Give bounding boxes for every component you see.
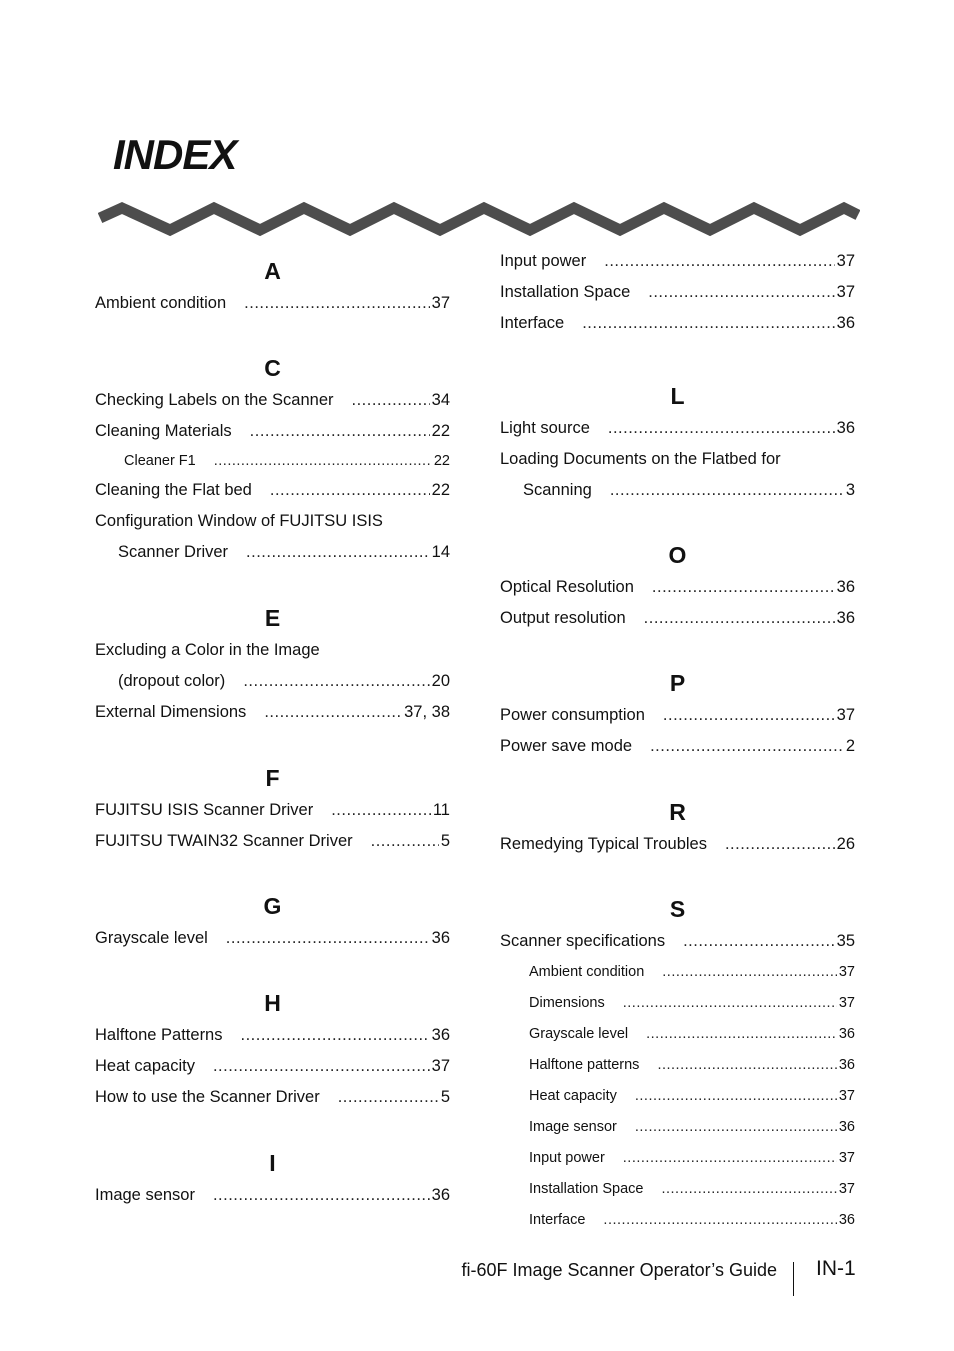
entry-term: Ambient condition <box>95 294 227 312</box>
entry-term: Interface <box>500 314 565 332</box>
entry-term: Ambient condition <box>529 964 645 980</box>
dot-leader <box>661 1174 836 1205</box>
entry-term: Scanning <box>523 481 592 499</box>
entry-term: Cleaner F1 <box>124 453 196 469</box>
entry-term: Image sensor <box>529 1119 617 1135</box>
dot-leader <box>604 246 834 277</box>
section-letter: O <box>668 542 687 568</box>
entry-term: Loading Documents on the Flatbed for <box>500 450 781 468</box>
dot-leader <box>582 308 834 339</box>
dot-leader <box>213 1180 430 1211</box>
dot-leader <box>663 700 835 731</box>
entry-page-number: 37 <box>836 252 855 270</box>
index-section <box>95 889 450 954</box>
entry-term: Remedying Typical Troubles <box>500 835 707 853</box>
entry-page-number: 36 <box>431 929 450 947</box>
section-letter: S <box>669 896 686 922</box>
dot-leader <box>652 572 835 603</box>
dot-leader <box>662 957 837 988</box>
entry-page-number: 37, 38 <box>404 703 450 721</box>
entry-term: FUJITSU TWAIN32 Scanner Driver <box>95 832 353 850</box>
section-letter: F <box>265 765 280 791</box>
entry-page-number: 37 <box>838 964 855 980</box>
index-entry <box>500 926 855 957</box>
section-letter: C <box>264 355 281 381</box>
dot-leader <box>650 731 844 762</box>
entry-term: Input power <box>500 252 587 270</box>
dot-leader <box>608 413 835 444</box>
index-entry <box>500 603 855 634</box>
index-entry <box>500 957 855 988</box>
index-entry <box>500 1174 855 1205</box>
entry-term: Interface <box>529 1212 586 1228</box>
entry-term: Heat capacity <box>95 1057 195 1075</box>
dot-leader <box>623 1143 837 1174</box>
index-entry <box>500 572 855 603</box>
entry-term: Output resolution <box>500 609 626 627</box>
entry-page-number: 26 <box>836 835 855 853</box>
index-entry <box>500 829 855 860</box>
index-entry <box>95 697 450 728</box>
entry-page-number: 37 <box>838 1088 855 1104</box>
index-section <box>95 601 450 728</box>
index-entry <box>95 923 450 954</box>
entry-page-number: 36 <box>838 1057 855 1073</box>
footer-divider <box>793 1262 794 1296</box>
entry-page-number: 36 <box>836 578 855 596</box>
dot-leader <box>725 829 835 860</box>
entry-term: Grayscale level <box>95 929 208 947</box>
section-letter: H <box>264 990 281 1016</box>
entry-page-number: 3 <box>845 481 855 499</box>
entry-page-number: 34 <box>431 391 450 409</box>
index-section <box>95 254 450 319</box>
section-letter: A <box>264 258 281 284</box>
entry-term: Scanner Driver <box>118 543 229 561</box>
section-letter: E <box>264 605 281 631</box>
entry-term: Power save mode <box>500 737 633 755</box>
index-section <box>95 986 450 1113</box>
index-section <box>500 795 855 860</box>
index-section <box>95 761 450 857</box>
index-entry <box>95 1082 450 1113</box>
entry-term: Grayscale level <box>529 1026 629 1042</box>
index-section <box>500 379 855 506</box>
entry-page-number: 37 <box>838 1150 855 1166</box>
entry-page-number: 36 <box>838 1119 855 1135</box>
dot-leader <box>635 1081 837 1112</box>
index-entry <box>500 1019 855 1050</box>
entry-page-number: 14 <box>431 543 450 561</box>
entry-term: Excluding a Color in the Image <box>95 641 320 659</box>
dot-leader <box>226 923 430 954</box>
index-entry <box>500 413 855 444</box>
entry-term: Image sensor <box>95 1186 195 1204</box>
dot-leader <box>270 475 430 506</box>
entry-page-number: 37 <box>838 1181 855 1197</box>
entry-term: Installation Space <box>500 283 631 301</box>
index-entry <box>500 988 855 1019</box>
dot-leader <box>635 1112 837 1143</box>
dot-leader <box>250 416 430 447</box>
index-entry <box>95 635 450 666</box>
zigzag-divider <box>98 198 860 240</box>
dot-leader <box>623 988 837 1019</box>
index-entry <box>95 447 450 475</box>
entry-page-number: 36 <box>836 419 855 437</box>
entry-term: Dimensions <box>529 995 605 1011</box>
index-entry <box>500 308 855 339</box>
index-entry <box>95 288 450 319</box>
index-entry <box>95 475 450 506</box>
index-section <box>500 246 855 339</box>
section-letter: P <box>669 670 686 696</box>
dot-leader <box>352 385 430 416</box>
entry-term: Cleaning the Flat bed <box>95 481 252 499</box>
section-letter: I <box>269 1150 276 1176</box>
entry-term: Cleaning Materials <box>95 422 232 440</box>
entry-page-number: 37 <box>431 294 450 312</box>
entry-page-number: 2 <box>845 737 855 755</box>
entry-page-number: 37 <box>838 995 855 1011</box>
index-section <box>500 892 855 1236</box>
index-section <box>95 351 450 568</box>
entry-page-number: 37 <box>431 1057 450 1075</box>
dot-leader <box>244 288 429 319</box>
index-entry <box>95 666 450 697</box>
dot-leader <box>338 1082 439 1113</box>
index-entry <box>500 475 855 506</box>
index-entry <box>95 1051 450 1082</box>
entry-page-number: 36 <box>836 609 855 627</box>
dot-leader <box>603 1205 836 1236</box>
entry-term: Heat capacity <box>529 1088 617 1104</box>
dot-leader <box>331 795 431 826</box>
page-title: INDEX <box>113 131 237 178</box>
index-section <box>500 666 855 762</box>
dot-leader <box>644 603 835 634</box>
entry-page-number: 11 <box>432 801 450 819</box>
index-entry <box>95 506 450 537</box>
page-number: IN-1 <box>816 1257 856 1280</box>
dot-leader <box>246 537 430 568</box>
index-entry <box>500 1143 855 1174</box>
entry-page-number: 37 <box>836 706 855 724</box>
section-letter: R <box>669 799 686 825</box>
entry-page-number: 36 <box>838 1026 855 1042</box>
dot-leader <box>371 826 439 857</box>
dot-leader <box>646 1019 837 1050</box>
dot-leader <box>243 666 429 697</box>
index-entry <box>95 537 450 568</box>
entry-page-number: 20 <box>431 672 450 690</box>
dot-leader <box>683 926 835 957</box>
entry-term: Halftone Patterns <box>95 1026 223 1044</box>
dot-leader <box>264 697 402 728</box>
index-entry <box>95 795 450 826</box>
section-letter: G <box>263 893 282 919</box>
entry-term: Checking Labels on the Scanner <box>95 391 334 409</box>
entry-term: Light source <box>500 419 590 437</box>
entry-term: Scanner specifications <box>500 932 666 950</box>
guide-title: fi-60F Image Scanner Operator’s Guide <box>461 1260 777 1280</box>
entry-page-number: 36 <box>431 1186 450 1204</box>
index-entry <box>500 1081 855 1112</box>
entry-page-number: 5 <box>440 832 450 850</box>
index-entry <box>95 826 450 857</box>
index-section <box>500 538 855 634</box>
entry-term: Optical Resolution <box>500 578 634 596</box>
entry-term: How to use the Scanner Driver <box>95 1088 320 1106</box>
index-entry <box>95 1020 450 1051</box>
entry-page-number: 36 <box>431 1026 450 1044</box>
index-entry <box>500 444 855 475</box>
entry-page-number: 37 <box>836 283 855 301</box>
dot-leader <box>241 1020 430 1051</box>
entry-page-number: 36 <box>836 314 855 332</box>
index-entry <box>500 246 855 277</box>
entry-page-number: 36 <box>838 1212 855 1228</box>
entry-term: Power consumption <box>500 706 645 724</box>
dot-leader <box>213 1051 430 1082</box>
dot-leader <box>610 475 844 506</box>
index-section <box>95 1146 450 1211</box>
section-letter: L <box>670 383 685 409</box>
index-entry <box>500 277 855 308</box>
entry-term: Installation Space <box>529 1181 644 1197</box>
index-entry <box>500 731 855 762</box>
index-entry <box>95 385 450 416</box>
index-entry <box>500 700 855 731</box>
index-entry <box>500 1050 855 1081</box>
index-entry <box>500 1112 855 1143</box>
entry-term: Input power <box>529 1150 605 1166</box>
dot-leader <box>657 1050 836 1081</box>
dot-leader <box>214 447 432 475</box>
entry-term: FUJITSU ISIS Scanner Driver <box>95 801 314 819</box>
entry-term: (dropout color) <box>118 672 226 690</box>
entry-page-number: 35 <box>836 932 855 950</box>
entry-page-number: 22 <box>431 481 450 499</box>
index-entry <box>500 1205 855 1236</box>
entry-term: External Dimensions <box>95 703 247 721</box>
entry-page-number: 5 <box>440 1088 450 1106</box>
entry-term: Configuration Window of FUJITSU ISIS <box>95 512 383 530</box>
entry-page-number: 22 <box>433 453 450 469</box>
dot-leader <box>648 277 834 308</box>
index-entry <box>95 416 450 447</box>
index-entry <box>95 1180 450 1211</box>
entry-term: Halftone patterns <box>529 1057 640 1073</box>
entry-page-number: 22 <box>431 422 450 440</box>
